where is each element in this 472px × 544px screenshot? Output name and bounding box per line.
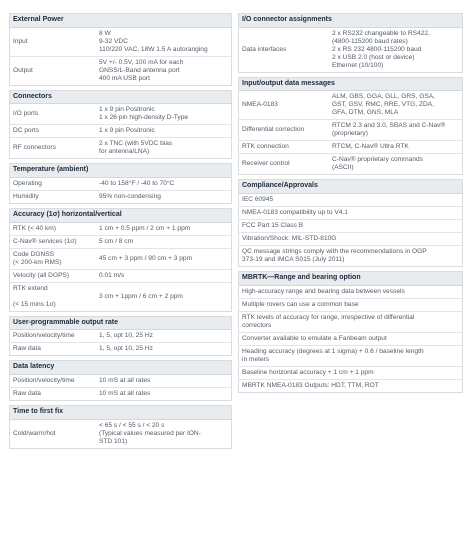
spec-row <box>10 249 231 270</box>
spec-value: 0.01 m/s <box>99 271 125 279</box>
spec-label: DC ports <box>13 127 40 135</box>
spec-item: Baseline horizontal accuracy + 1 cm + 1 ppm <box>242 368 374 376</box>
spec-label: Raw data <box>13 389 41 397</box>
spec-row <box>10 330 231 343</box>
spec-label: Input <box>13 37 28 45</box>
spec-value: RTCM, C-Nav® Ultra RTK <box>332 143 409 151</box>
spec-label: C-Nav® services (1σ) <box>13 237 77 245</box>
spec-value: ALM, GBS, GGA, GLL, GRS, GSA, GST, GSV, RMC, RRE, VTG, ZDA, GFA, DTM, GNS, MLA <box>332 93 435 117</box>
spec-row <box>239 367 462 380</box>
spec-label: Humidity <box>13 192 39 200</box>
spec-item: Converter available to emulate a Fanbeam output <box>242 334 387 342</box>
section-temperature <box>9 163 232 204</box>
spec-value: 2 x TNC (with 5VDC bias for antenna/LNA) <box>99 140 173 156</box>
section-title: External Power <box>10 14 231 28</box>
spec-value: 8 W 9-32 VDC 110/220 VAC, 18W 1.5 A autoranging <box>99 29 208 53</box>
spec-row <box>239 28 462 72</box>
section-accuracy <box>9 208 232 312</box>
spec-row <box>10 57 231 85</box>
spec-label: Operating <box>13 179 42 187</box>
section-output-rate <box>9 316 232 357</box>
spec-label: Differential correction <box>242 126 305 134</box>
spec-label: Position/velocity/time <box>13 332 75 340</box>
spec-label: Code DGNSS (< 200-km RMS) <box>13 250 62 266</box>
spec-item: Multiple rovers can use a common base <box>242 300 359 308</box>
section-io-messages <box>238 77 463 176</box>
spec-label: RTK (< 40 km) <box>13 224 56 232</box>
spec-item: NMEA-0183 compatibility up to V4.1 <box>242 209 348 217</box>
spec-value: 1 x 9 pin Positronic 1 x 26 pin high-density D-Type <box>99 106 189 122</box>
spec-value: 10 mS at all rates <box>99 376 151 384</box>
spec-value: 2 x RS232 changeable to RS422, (4800-115200 baud rates) 2 x RS 232 4800-115200 baud 2 x USB 2.0 (host or device) Ethernet (10/100) <box>332 29 430 69</box>
spec-row <box>239 333 462 346</box>
spec-item: Heading accuracy (degrees at 1 sigma) + 0.6 / baseline length in meters <box>242 347 424 363</box>
spec-value: 1 cm + 0.5 ppm / 2 cm + 1 ppm <box>99 224 191 232</box>
spec-row <box>10 388 231 400</box>
spec-label: Velocity (all DGPS) <box>13 271 70 279</box>
spec-row <box>10 283 231 311</box>
spec-row <box>239 141 462 154</box>
spec-row <box>239 220 462 233</box>
spec-row <box>10 236 231 249</box>
section-compliance <box>238 179 463 267</box>
spec-row <box>10 104 231 125</box>
section-title: Temperature (ambient) <box>10 164 231 178</box>
spec-value: 3 cm + 1ppm / 6 cm + 2 ppm <box>99 292 183 300</box>
spec-row <box>10 375 231 388</box>
spec-value: 45 cm + 3 ppm / 90 cm + 3 ppm <box>99 254 193 262</box>
spec-row <box>239 91 462 120</box>
section-external-power <box>9 13 232 86</box>
spec-value: 1, 5, opt 10, 25 Hz <box>99 345 153 353</box>
spec-value: 10 mS at all rates <box>99 389 151 397</box>
section-latency <box>9 360 232 401</box>
spec-row <box>10 420 231 448</box>
spec-row <box>239 380 462 392</box>
spec-value: 95% non-condensing <box>99 192 161 200</box>
spec-label: Receiver control <box>242 160 290 168</box>
spec-row <box>239 346 462 367</box>
spec-item: RTK levels of accuracy for range, irrespective of differential correctors <box>242 313 415 329</box>
spec-row <box>239 120 462 141</box>
spec-row <box>239 246 462 266</box>
spec-label: Raw data <box>13 345 41 353</box>
spec-item: MBRTK NMEA-0183 Outputs: HDT, TTM, ROT <box>242 381 379 389</box>
left-column <box>9 13 232 453</box>
right-column <box>238 13 463 397</box>
spec-row <box>239 312 462 333</box>
section-title: Compliance/Approvals <box>239 180 462 194</box>
spec-label: Data interfaces <box>242 45 287 53</box>
section-title: Time to first fix <box>10 406 231 420</box>
spec-row <box>10 138 231 158</box>
spec-value: -40 to 158°F / -40 to 70°C <box>99 179 175 187</box>
spec-value: 1, 5, opt 10, 25 Hz <box>99 332 153 340</box>
spec-item: QC message strings comply with the recommendations in OGP 373-19 and IMCA S015 (July 2011) <box>242 248 427 264</box>
spec-item: Vibration/Shock: MIL-STD-810G <box>242 235 337 243</box>
section-title: Input/output data messages <box>239 78 462 92</box>
section-title: Connectors <box>10 91 231 105</box>
section-title: Data latency <box>10 361 231 375</box>
spec-row <box>239 194 462 207</box>
spec-label: Position/velocity/time <box>13 376 75 384</box>
spec-item: FCC Part 15 Class B <box>242 222 304 230</box>
spec-row <box>10 343 231 355</box>
spec-value: 5V +/- 0.5V, 100 mA for each GNSS/L-Band antenna port 400 mA USB port <box>99 58 184 82</box>
section-mbrtk <box>238 271 463 393</box>
spec-label: Cold/warm/hot <box>13 429 56 437</box>
spec-row <box>239 286 462 299</box>
spec-label: NMEA-0183 <box>242 101 278 109</box>
section-title: MBRTK—Range and bearing option <box>239 272 462 286</box>
spec-value: < 65 s / < 55 s / < 20 s (Typical values measured per ION- STD 101) <box>99 421 201 445</box>
spec-row <box>10 178 231 191</box>
spec-label: RTK connection <box>242 143 289 151</box>
spec-value: 5 cm / 8 cm <box>99 237 134 245</box>
spec-item: High-accuracy range and bearing data between vessels <box>242 287 405 295</box>
section-time-to-fix <box>9 405 232 449</box>
spec-label: I/O ports <box>13 110 39 118</box>
spec-row <box>239 207 462 220</box>
spec-item: IEC 60945 <box>242 196 274 203</box>
section-title: User-programmable output rate <box>10 317 231 331</box>
spec-row <box>10 223 231 236</box>
spec-row <box>239 233 462 246</box>
spec-row <box>10 125 231 138</box>
section-connectors <box>9 90 232 160</box>
spec-label: RF connectors <box>13 144 56 152</box>
section-io-assignments <box>238 13 463 73</box>
spec-row <box>10 191 231 203</box>
spec-label: Output <box>13 66 33 74</box>
spec-value: RTCM 2.3 and 3.0, SBAS and C-Nav® (proprietary) <box>332 122 446 138</box>
spec-row <box>239 154 462 174</box>
spec-row <box>10 28 231 57</box>
section-title: I/O connector assignments <box>239 14 462 28</box>
spec-label: RTK extend (< 15 mins 1σ) <box>13 284 56 308</box>
spec-row <box>239 299 462 312</box>
spec-value: C-Nav® proprietary commands (ASCII) <box>332 156 423 172</box>
spec-value: 1 x 9 pin Positronic <box>99 127 155 135</box>
spec-row <box>10 270 231 283</box>
section-title: Accuracy (1σ) horizontal/vertical <box>10 209 231 223</box>
